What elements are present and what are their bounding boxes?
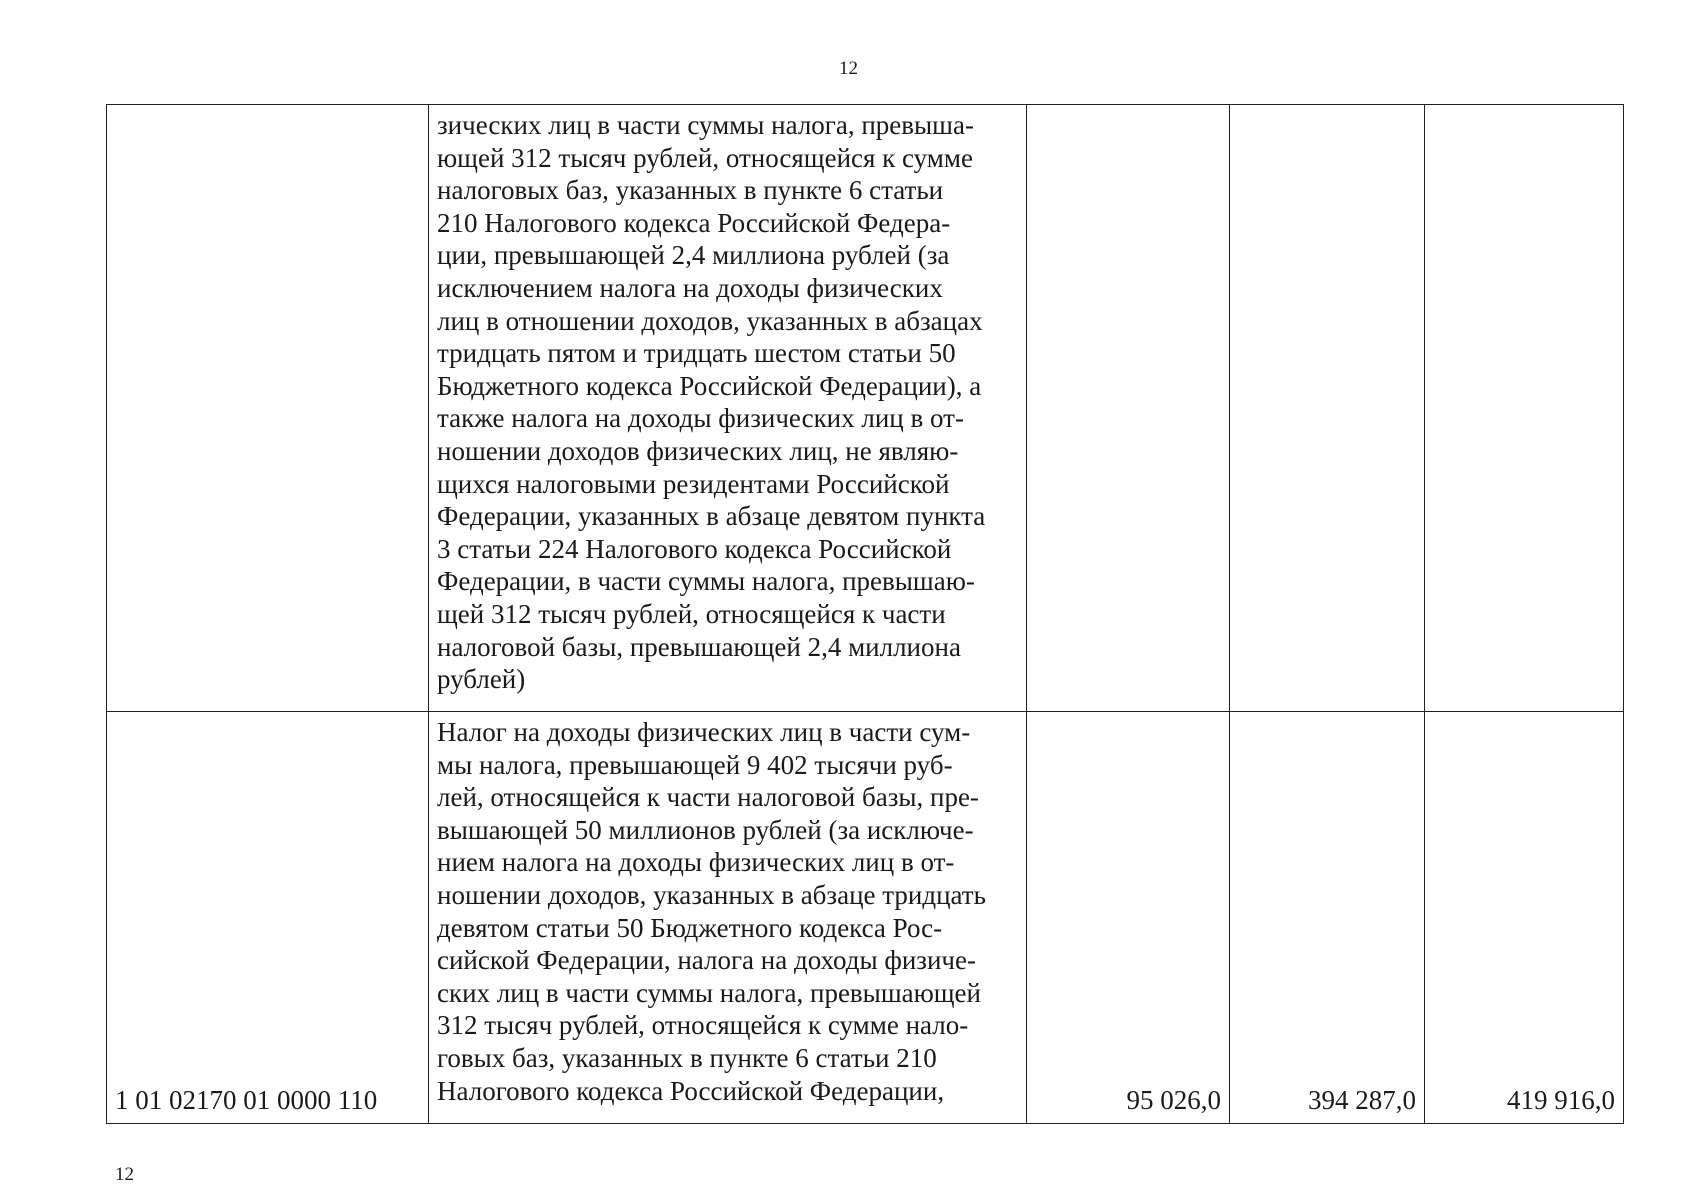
description-line: Бюджетного кодекса Российской Федерации), а	[437, 370, 982, 401]
budget-revenue-table	[106, 104, 1624, 1124]
revenue-description	[429, 712, 1027, 1124]
description-line: говых баз, указанных в пункте 6 статьи 210	[437, 1042, 937, 1073]
description-line: Налогового кодекса Российской Федерации,	[437, 1075, 945, 1106]
table-row	[107, 712, 1624, 1124]
description-line: ношении доходов физических лиц, не являю-	[437, 435, 959, 466]
description-line: рублей)	[437, 664, 526, 695]
description-line: 210 Налогового кодекса Российской Федера-	[437, 207, 951, 238]
amount-year-3: 419 916,0	[1425, 712, 1624, 1124]
description-line: Федерации, в части суммы налога, превышаю-	[437, 566, 975, 597]
description-line: ношении доходов, указанных в абзаце тридцать	[437, 879, 986, 910]
page-number-top: 12	[839, 58, 858, 79]
description-line: налоговой базы, превышающей 2,4 миллиона	[437, 631, 961, 662]
description-line: лей, относящейся к части налоговой базы, пре-	[437, 782, 979, 813]
description-line: щихся налоговыми резидентами Российской	[437, 468, 950, 499]
description-line: Федерации, указанных в абзаце девятом пункта	[437, 501, 986, 532]
description-line: лиц в отношении доходов, указанных в абзацах	[437, 305, 983, 336]
description-line: вышающей 50 миллионов рублей (за исключе-	[437, 814, 974, 845]
page-number-bottom: 12	[115, 1164, 134, 1185]
description-line: мы налога, превышающей 9 402 тысячи руб-	[437, 749, 953, 780]
amount-year-1: 95 026,0	[1027, 712, 1230, 1124]
table-row	[107, 105, 1624, 712]
description-line: налоговых баз, указанных в пункте 6 статьи	[437, 175, 944, 206]
amount-year-2: 394 287,0	[1230, 712, 1425, 1124]
description-line: 312 тысяч рублей, относящейся к сумме нало-	[437, 1010, 969, 1041]
description-line: ских лиц в части суммы налога, превышающей	[437, 977, 981, 1008]
budget-classification-code	[107, 105, 429, 712]
description-line: 3 статьи 224 Налогового кодекса Российской	[437, 533, 952, 564]
amount-year-1	[1027, 105, 1230, 712]
description-line: тридцать пятом и тридцать шестом статьи 50	[437, 338, 956, 369]
budget-classification-code: 1 01 02170 01 0000 110	[107, 712, 429, 1124]
description-line: исключением налога на доходы физических	[437, 272, 943, 303]
amount-year-3	[1425, 105, 1624, 712]
description-line: сийской Федерации, налога на доходы физиче-	[437, 945, 976, 976]
amount-year-2	[1230, 105, 1425, 712]
description-line: щей 312 тысяч рублей, относящейся к части	[437, 598, 946, 629]
description-line: Налог на доходы физических лиц в части сум-	[437, 717, 971, 747]
revenue-description	[429, 105, 1027, 712]
description-line: ции, превышающей 2,4 миллиона рублей (за	[437, 240, 950, 271]
description-line: зических лиц в части суммы налога, превыша-	[437, 110, 974, 140]
description-line: девятом статьи 50 Бюджетного кодекса Рос-	[437, 912, 943, 943]
description-line: также налога на доходы физических лиц в от-	[437, 403, 964, 434]
description-line: ющей 312 тысяч рублей, относящейся к сумме	[437, 142, 973, 173]
description-line: нием налога на доходы физических лиц в от-	[437, 847, 955, 878]
